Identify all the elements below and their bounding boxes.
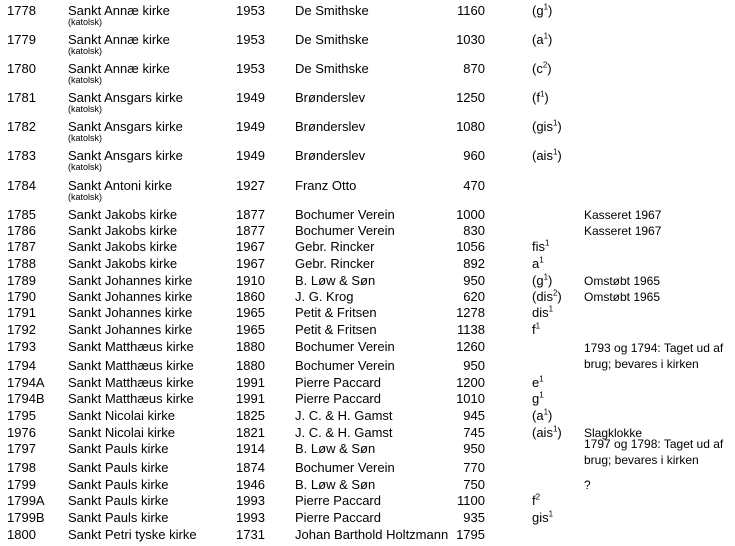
cast-year: 1993 [236, 510, 265, 525]
tone-bracket: ) [557, 119, 562, 134]
bell-number: 1779 [7, 32, 36, 47]
bell-founder: Gebr. Rincker [295, 256, 375, 271]
bell-founder: Bochumer Verein [295, 339, 395, 354]
bell-number: 1800 [7, 527, 36, 542]
church-name: Sankt Pauls kirke [68, 441, 169, 456]
bell-founder: Bochumer Verein [295, 358, 395, 373]
tone-note: g [532, 391, 540, 406]
bell-number: 1788 [7, 256, 36, 271]
cast-year: 1910 [236, 273, 265, 288]
tone-note: (c [532, 61, 543, 76]
bell-tone [532, 289, 562, 304]
bell-founder: B. Løw & Søn [295, 273, 376, 288]
cast-year: 1874 [236, 460, 265, 475]
cast-year: 1953 [236, 3, 265, 18]
church-name: Sankt Johannes kirke [68, 273, 193, 288]
tone-octave: 1 [548, 304, 554, 314]
bell-founder: J. C. & H. Gamst [295, 408, 393, 423]
cast-year: 1967 [236, 239, 265, 254]
remark: Omstøbt 1965 [584, 290, 661, 304]
tone-octave: 1 [543, 407, 549, 417]
tone-note: f [532, 493, 536, 508]
bell-weight: 770 [463, 460, 485, 475]
tone-note: (dis [532, 289, 553, 304]
church-name: Sankt Antoni kirke [68, 178, 173, 193]
bell-weight: 950 [463, 273, 485, 288]
bell-weight: 1795 [456, 527, 485, 542]
bell-founder: J. G. Krog [295, 289, 354, 304]
denomination-note: (katolsk) [68, 17, 103, 27]
bell-number: 1791 [7, 305, 36, 320]
bell-founder: Bochumer Verein [295, 460, 395, 475]
bell-number: 1794A [7, 375, 45, 390]
tone-octave: 1 [539, 374, 544, 384]
church-name: Sankt Matthæus kirke [68, 358, 194, 373]
tone-octave: 1 [552, 147, 558, 157]
remark: Slagklokke [584, 426, 643, 440]
church-name: Sankt Pauls kirke [68, 510, 169, 525]
tone-octave: 1 [552, 118, 558, 128]
bell-tone [532, 3, 552, 18]
bell-tone [532, 425, 562, 440]
tone-note: f [532, 322, 536, 337]
cast-year: 1860 [236, 289, 265, 304]
bell-number: 1783 [7, 148, 36, 163]
cast-year: 1946 [236, 477, 265, 492]
tone-bracket: ) [548, 3, 553, 18]
cast-year: 1967 [236, 256, 265, 271]
bell-tone [532, 239, 549, 254]
cast-year: 1965 [236, 305, 265, 320]
church-name: Sankt Annæ kirke [68, 3, 170, 18]
tone-octave: 1 [539, 390, 544, 400]
bell-founder: Bochumer Verein [295, 223, 395, 238]
bell-weight: 870 [463, 61, 485, 76]
church-name: Sankt Jakobs kirke [68, 207, 178, 222]
tone-note: gis [532, 510, 549, 525]
remark: Kasseret 1967 [584, 208, 662, 222]
bell-weight: 935 [463, 510, 485, 525]
church-name: Sankt Johannes kirke [68, 305, 193, 320]
bell-tone [532, 375, 544, 390]
tone-note: dis [532, 305, 549, 320]
bell-tone [532, 90, 549, 105]
bell-number: 1787 [7, 239, 36, 254]
tone-bracket: ) [557, 289, 562, 304]
bell-founder: B. Løw & Søn [295, 477, 376, 492]
bell-number: 1794B [7, 391, 45, 406]
bell-weight: 1138 [457, 322, 485, 337]
bell-weight: 950 [463, 441, 485, 456]
tone-octave: 2 [552, 288, 558, 298]
tone-octave: 1 [539, 255, 544, 265]
church-name: Sankt Ansgars kirke [68, 119, 183, 134]
bell-number: 1781 [7, 90, 36, 105]
bell-weight: 1200 [456, 375, 485, 390]
bell-number: 1799 [7, 477, 36, 492]
cast-year: 1953 [236, 32, 265, 47]
bell-weight: 750 [463, 477, 485, 492]
tone-octave: 1 [543, 31, 549, 41]
cast-year: 1927 [236, 178, 265, 193]
cast-year: 1949 [236, 90, 265, 105]
bell-number: 1794 [7, 358, 36, 373]
tone-octave: 1 [539, 89, 545, 99]
bell-founder: Johan Barthold Holtzmann [295, 527, 449, 542]
cast-year: 1949 [236, 119, 265, 134]
bell-tone [532, 322, 540, 337]
cast-year: 1993 [236, 493, 265, 508]
bell-tone [532, 510, 553, 525]
bell-weight: 950 [463, 358, 485, 373]
church-name: Sankt Annæ kirke [68, 32, 170, 47]
cast-year: 1821 [236, 425, 265, 440]
church-name: Sankt Nicolai kirke [68, 408, 175, 423]
bell-weight: 1100 [457, 493, 485, 508]
tone-octave: 1 [543, 272, 549, 282]
bell-tone [532, 148, 562, 163]
church-name: Sankt Nicolai kirke [68, 425, 175, 440]
cast-year: 1731 [236, 527, 265, 542]
remark: Kasseret 1967 [584, 224, 662, 238]
tone-bracket: ) [544, 90, 549, 105]
church-name: Sankt Jakobs kirke [68, 223, 178, 238]
church-name: Sankt Annæ kirke [68, 61, 170, 76]
bell-number: 1793 [7, 339, 36, 354]
bell-founder: De Smithske [295, 61, 369, 76]
cast-year: 1949 [236, 148, 265, 163]
tone-bracket: ) [557, 148, 562, 163]
remark: Omstøbt 1965 [584, 274, 661, 288]
bell-weight: 960 [463, 148, 485, 163]
bell-founder: B. Løw & Søn [295, 441, 376, 456]
cast-year: 1991 [236, 375, 265, 390]
bell-weight: 1160 [457, 3, 485, 18]
bell-number: 1785 [7, 207, 36, 222]
bell-weight: 830 [463, 223, 485, 238]
bell-weight: 620 [463, 289, 485, 304]
remark: 1793 og 1794: Taget ud af brug; bevares i kirken [584, 341, 724, 371]
bell-tone [532, 493, 540, 508]
bell-weight: 1278 [456, 305, 485, 320]
tone-note: (a [532, 32, 544, 47]
bell-founder: Petit & Fritsen [295, 305, 377, 320]
tone-octave: 2 [535, 492, 541, 502]
church-name: Sankt Jakobs kirke [68, 256, 178, 271]
tone-octave: 1 [552, 424, 558, 434]
church-name: Sankt Johannes kirke [68, 289, 193, 304]
bell-founder: Bochumer Verein [295, 207, 395, 222]
church-name: Sankt Jakobs kirke [68, 239, 178, 254]
bell-weight: 1080 [456, 119, 485, 134]
bell-founder: Franz Otto [295, 178, 357, 193]
church-name: Sankt Pauls kirke [68, 493, 169, 508]
bell-tone [532, 119, 562, 134]
bell-number: 1797 [7, 441, 36, 456]
bell-number: 1778 [7, 3, 36, 18]
cast-year: 1991 [236, 391, 265, 406]
tone-note: (g [532, 273, 544, 288]
tone-note: (g [532, 3, 544, 18]
cast-year: 1953 [236, 61, 265, 76]
cast-year: 1825 [236, 408, 265, 423]
bell-weight: 945 [463, 408, 485, 423]
cast-year: 1965 [236, 322, 265, 337]
bell-number: 1792 [7, 322, 36, 337]
tone-note: fis [532, 239, 545, 254]
church-name: Sankt Pauls kirke [68, 477, 169, 492]
tone-bracket: ) [557, 425, 562, 440]
bell-founder: De Smithske [295, 32, 369, 47]
tone-bracket: ) [548, 408, 553, 423]
remark: 1797 og 1798: Taget ud af brug; bevares i kirken [584, 437, 724, 467]
tone-octave: 1 [543, 2, 549, 12]
bell-tone [532, 408, 552, 423]
cast-year: 1914 [236, 441, 265, 456]
bell-founder: Brønderslev [295, 90, 366, 105]
tone-note: (f [532, 90, 540, 105]
church-name: Sankt Johannes kirke [68, 322, 193, 337]
bell-founder: Brønderslev [295, 119, 366, 134]
bell-founder: Gebr. Rincker [295, 239, 375, 254]
bell-founder: J. C. & H. Gamst [295, 425, 393, 440]
bell-founder: De Smithske [295, 3, 369, 18]
bell-number: 1780 [7, 61, 36, 76]
bell-number: 1789 [7, 273, 36, 288]
tone-note: (a [532, 408, 544, 423]
tone-octave: 2 [542, 60, 548, 70]
bell-founder: Pierre Paccard [295, 493, 381, 508]
bell-number: 1795 [7, 408, 36, 423]
bell-weight: 1250 [456, 90, 485, 105]
bell-weight: 1056 [456, 239, 485, 254]
denomination-note: (katolsk) [68, 75, 103, 85]
church-name: Sankt Ansgars kirke [68, 148, 183, 163]
church-name: Sankt Matthæus kirke [68, 375, 194, 390]
bell-tone [532, 256, 544, 271]
bell-weight: 1260 [456, 339, 485, 354]
tone-note: e [532, 375, 540, 390]
bell-weight: 745 [463, 425, 485, 440]
remark: ? [584, 478, 591, 492]
bell-weight: 892 [463, 256, 485, 271]
church-name: Sankt Ansgars kirke [68, 90, 183, 105]
cast-year: 1877 [236, 223, 265, 238]
tone-octave: 1 [545, 238, 550, 248]
bell-weight: 1030 [456, 32, 485, 47]
bell-number: 1799B [7, 510, 45, 525]
church-name: Sankt Matthæus kirke [68, 339, 194, 354]
church-name: Sankt Pauls kirke [68, 460, 169, 475]
bell-tone [532, 391, 544, 406]
tone-bracket: ) [548, 273, 553, 288]
bell-number: 1798 [7, 460, 36, 475]
tone-note: (gis [532, 119, 553, 134]
cast-year: 1880 [236, 358, 265, 373]
bell-number: 1976 [7, 425, 36, 440]
bell-founder: Pierre Paccard [295, 375, 381, 390]
bell-weight: 470 [463, 178, 485, 193]
bell-tone [532, 61, 552, 76]
bell-number: 1784 [7, 178, 36, 193]
bell-number: 1799A [7, 493, 45, 508]
denomination-note: (katolsk) [68, 133, 103, 143]
tone-note: (ais [532, 148, 553, 163]
tone-octave: 1 [535, 321, 541, 331]
bell-tone [532, 273, 552, 288]
cast-year: 1880 [236, 339, 265, 354]
denomination-note: (katolsk) [68, 104, 103, 114]
cast-year: 1877 [236, 207, 265, 222]
tone-octave: 1 [548, 509, 554, 519]
bell-weight: 1000 [456, 207, 485, 222]
bell-founder: Pierre Paccard [295, 510, 381, 525]
bell-founder: Pierre Paccard [295, 391, 381, 406]
bell-founder: Petit & Fritsen [295, 322, 377, 337]
bell-number: 1782 [7, 119, 36, 134]
bell-number: 1786 [7, 223, 36, 238]
tone-note: a [532, 256, 540, 271]
tone-bracket: ) [548, 32, 553, 47]
church-name: Sankt Matthæus kirke [68, 391, 194, 406]
tone-bracket: ) [547, 61, 552, 76]
bell-weight: 1010 [456, 391, 485, 406]
bell-tone [532, 305, 553, 320]
denomination-note: (katolsk) [68, 162, 103, 172]
denomination-note: (katolsk) [68, 192, 103, 202]
denomination-note: (katolsk) [68, 46, 103, 56]
bell-tone [532, 32, 552, 47]
bell-founder: Brønderslev [295, 148, 366, 163]
church-name: Sankt Petri tyske kirke [68, 527, 197, 542]
tone-note: (ais [532, 425, 553, 440]
bell-number: 1790 [7, 289, 36, 304]
